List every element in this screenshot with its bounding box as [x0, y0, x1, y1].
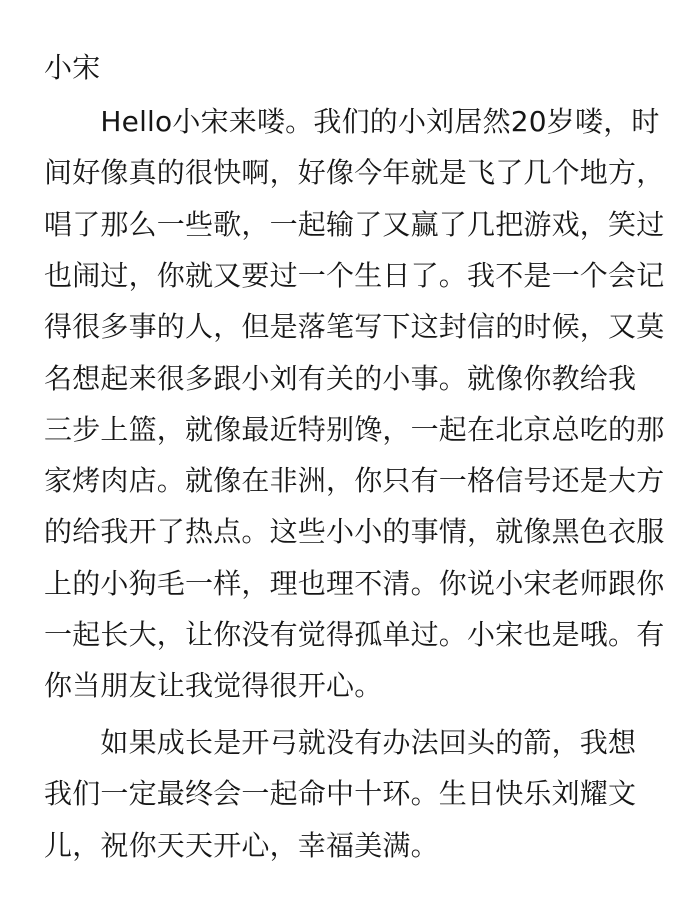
letter-line-4: 也闹过，你就又要过一个生日了。我不是一个会记 — [44, 259, 665, 292]
letter-line-9: 的给我开了热点。这些小小的事情，就像黑色衣服 — [44, 515, 665, 548]
letter-line-6: 名想起来很多跟小刘有关的小事。就像你教给我 — [44, 362, 637, 395]
letter-line-7: 三步上篮，就像最近特别馋，一起在北京总吃的那 — [44, 413, 665, 446]
letter-line-13: 如果成长是开弓就没有办法回头的箭，我想 — [44, 726, 637, 759]
letter-line-12: 你当朋友让我觉得很开心。 — [44, 669, 383, 702]
letter-line-11: 一起长大，让你没有觉得孤单过。小宋也是哦。有 — [44, 618, 665, 651]
letter-line-8: 家烤肉店。就像在非洲，你只有一格信号还是大方 — [44, 464, 665, 497]
letter-line-3: 唱了那么一些歌，一起输了又赢了几把游戏，笑过 — [44, 208, 665, 241]
letter-line-10: 上的小狗毛一样，理也理不清。你说小宋老师跟你 — [44, 567, 665, 600]
letter-line-1: Hello小宋来喽。我们的小刘居然20岁喽，时 — [44, 105, 660, 138]
letter-line-15: 儿，祝你天天开心，幸福美满。 — [44, 829, 439, 862]
letter-line-14: 我们一定最终会一起命中十环。生日快乐刘耀文 — [44, 777, 637, 810]
salutation: 小宋 — [44, 51, 101, 84]
letter-line-5: 得很多事的人，但是落笔写下这封信的时候，又莫 — [44, 310, 665, 343]
letter-line-2: 间好像真的很快啊，好像今年就是飞了几个地方， — [44, 156, 665, 189]
